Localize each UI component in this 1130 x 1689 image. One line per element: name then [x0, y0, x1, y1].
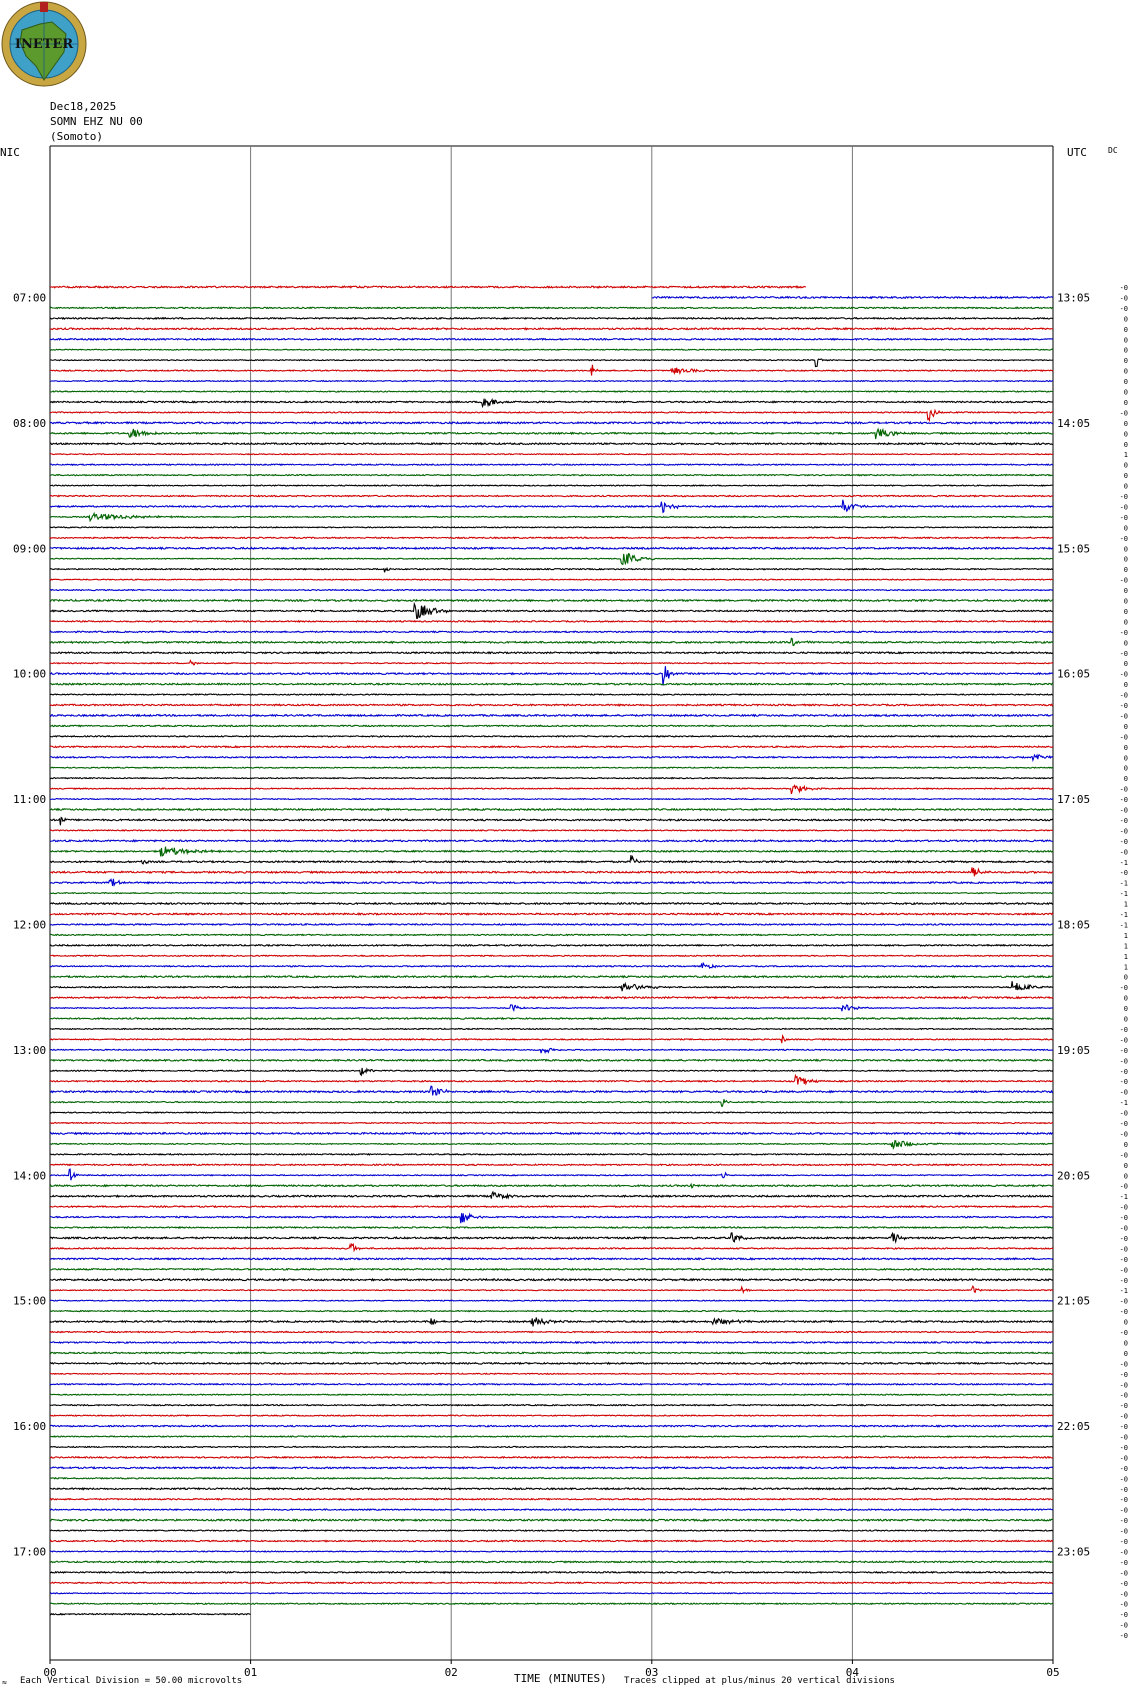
- trace-offset: -0: [1119, 1120, 1128, 1128]
- trace-offset: -0: [1119, 670, 1128, 679]
- trace-offset: -0: [1119, 1433, 1128, 1442]
- utc-hour-label: 19:05: [1057, 1043, 1091, 1057]
- seismic-trace-70: [50, 1005, 1053, 1011]
- trace-offset: 0: [1123, 587, 1128, 596]
- utc-hour-label: 16:05: [1057, 667, 1091, 681]
- station-location: (Somoto): [50, 130, 103, 143]
- seismic-trace-27: [50, 554, 1053, 565]
- seismic-trace-96: [50, 1279, 1053, 1281]
- trace-offset: 0: [1123, 1318, 1128, 1327]
- local-hour-label: 12:00: [13, 918, 47, 932]
- trace-offset: -0: [1119, 869, 1128, 878]
- seismic-trace-120: [50, 1530, 1053, 1531]
- trace-offset: -0: [1119, 785, 1128, 794]
- seismic-trace-78: [50, 1086, 1053, 1095]
- trace-offset: 0: [1123, 566, 1128, 575]
- trace-offset: -0: [1119, 513, 1128, 522]
- trace-offset: -0: [1119, 1130, 1128, 1139]
- seismic-trace-32: [50, 604, 1053, 618]
- utc-hour-label: 17:05: [1057, 793, 1091, 807]
- trace-offset: -0: [1119, 1621, 1128, 1630]
- seismic-trace-60: [50, 903, 1053, 905]
- seismic-trace-63: [50, 934, 1053, 935]
- local-hour-label: 09:00: [13, 542, 47, 556]
- local-hour-label: 07:00: [13, 291, 47, 305]
- trace-offset: 0: [1123, 346, 1128, 355]
- local-hour-label: 15:00: [13, 1294, 47, 1308]
- seismic-trace-124: [50, 1572, 1053, 1573]
- trace-offset: 0: [1123, 775, 1128, 784]
- trace-offset: -0: [1119, 1423, 1128, 1432]
- seismic-trace-3: [50, 307, 1053, 308]
- trace-offset: 0: [1123, 994, 1128, 1003]
- right-time-zone: UTC: [1067, 146, 1087, 159]
- x-tick-label-01: 01: [243, 1666, 258, 1679]
- trace-offset: 0: [1123, 681, 1128, 690]
- trace-offset: -0: [1119, 1360, 1128, 1369]
- seismic-trace-41: [50, 704, 1053, 706]
- trace-offset: -0: [1119, 1527, 1128, 1536]
- trace-offset: 0: [1123, 754, 1128, 763]
- seismic-trace-44: [50, 736, 1053, 737]
- seismic-trace-12: [50, 399, 1053, 407]
- seismic-trace-76: [50, 1068, 1053, 1075]
- trace-offset: 1: [1123, 451, 1128, 460]
- trace-offset: -1: [1119, 879, 1128, 888]
- seismic-trace-45: [50, 746, 1053, 747]
- seismic-trace-26: [50, 547, 1053, 549]
- seismic-trace-92: [50, 1233, 1053, 1242]
- trace-offset: -0: [1119, 1224, 1128, 1233]
- trace-offset: -1: [1119, 1193, 1128, 1202]
- seismic-trace-128: [50, 1614, 251, 1615]
- trace-offset: 0: [1123, 1140, 1128, 1149]
- seismic-trace-71: [50, 1018, 1053, 1019]
- trace-offset: 1: [1123, 931, 1128, 940]
- x-tick-label-02: 02: [444, 1666, 458, 1679]
- seismic-trace-58: [50, 879, 1053, 886]
- seismic-trace-61: [50, 913, 1053, 915]
- seismic-trace-89: [50, 1206, 1053, 1207]
- utc-hour-label: 18:05: [1057, 918, 1091, 932]
- trace-offset: -0: [1119, 1464, 1128, 1473]
- corner-tag: DC: [1108, 146, 1118, 155]
- seismic-trace-35: [50, 638, 1053, 645]
- seismic-trace-23: [50, 513, 1053, 520]
- seismic-trace-39: [50, 683, 1053, 685]
- trace-offset: 0: [1123, 618, 1128, 627]
- seismic-trace-97: [50, 1286, 1053, 1292]
- seismic-trace-126: [50, 1593, 1053, 1594]
- trace-offset: -0: [1119, 827, 1128, 836]
- trace-offset: 0: [1123, 1349, 1128, 1358]
- local-hour-label: 17:00: [13, 1545, 47, 1559]
- trace-offset: 0: [1123, 461, 1128, 470]
- trace-offset: -0: [1119, 576, 1128, 585]
- seismic-trace-54: [50, 840, 1053, 842]
- trace-offset: -0: [1119, 1558, 1128, 1567]
- trace-offset: 0: [1123, 1161, 1128, 1170]
- seismic-trace-22: [50, 500, 1053, 513]
- trace-offset: -1: [1119, 858, 1128, 867]
- trace-offset: -0: [1119, 628, 1128, 637]
- seismic-trace-80: [50, 1112, 1053, 1113]
- trace-offset: -0: [1119, 1266, 1128, 1275]
- seismic-trace-105: [50, 1373, 1053, 1374]
- seismic-trace-114: [50, 1467, 1053, 1469]
- trace-offset: -0: [1119, 649, 1128, 658]
- trace-offset: 0: [1123, 1339, 1128, 1348]
- trace-offset: 0: [1123, 1172, 1128, 1181]
- trace-offset: -0: [1119, 1538, 1128, 1546]
- trace-offset: -0: [1119, 493, 1128, 501]
- seismic-trace-112: [50, 1446, 1053, 1447]
- seismic-trace-65: [50, 955, 1053, 956]
- trace-offset: -1: [1119, 890, 1128, 899]
- utc-hour-label: 15:05: [1057, 542, 1091, 556]
- seismic-trace-107: [50, 1394, 1053, 1395]
- seismic-trace-37: [50, 661, 1053, 665]
- scale-mark: ≈: [2, 1678, 7, 1687]
- trace-offset: -0: [1119, 806, 1128, 815]
- trace-offset: -0: [1119, 1255, 1128, 1264]
- seismic-trace-79: [50, 1099, 1053, 1106]
- seismic-trace-48: [50, 778, 1053, 779]
- trace-offset: -0: [1119, 984, 1128, 993]
- seismic-trace-10: [50, 381, 1053, 382]
- trace-offset: -0: [1119, 1088, 1128, 1097]
- trace-offset: -0: [1119, 848, 1128, 857]
- trace-offset: -0: [1119, 733, 1128, 742]
- seismic-trace-7: [50, 349, 1053, 350]
- trace-offset: 0: [1123, 524, 1128, 533]
- trace-offset: 1: [1123, 942, 1128, 951]
- seismic-trace-116: [50, 1488, 1053, 1490]
- seismic-trace-19: [50, 475, 1053, 476]
- seismic-trace-36: [50, 652, 1053, 653]
- trace-offset: -0: [1119, 1579, 1128, 1588]
- seismic-trace-59: [50, 893, 1053, 894]
- record-date: Dec18,2025: [50, 100, 117, 113]
- seismic-trace-5: [50, 328, 1053, 330]
- trace-offset: 0: [1123, 660, 1128, 669]
- x-tick-label-05: 05: [1046, 1666, 1060, 1679]
- trace-offset: 0: [1123, 545, 1128, 554]
- seismic-trace-4: [50, 318, 1053, 319]
- ineter-logo: [0, 0, 90, 90]
- trace-offset: 0: [1123, 419, 1128, 428]
- seismic-trace-106: [50, 1384, 1053, 1385]
- seismic-trace-113: [50, 1457, 1053, 1458]
- seismic-trace-42: [50, 715, 1053, 717]
- trace-offset: -0: [1119, 1245, 1128, 1254]
- seismic-trace-17: [50, 454, 1053, 455]
- seismic-trace-40: [50, 694, 1053, 695]
- seismic-trace-82: [50, 1133, 1053, 1135]
- trace-offset: -0: [1119, 1329, 1128, 1337]
- trace-offset: 0: [1123, 597, 1128, 606]
- trace-offset: -0: [1119, 1057, 1128, 1066]
- seismic-trace-115: [50, 1478, 1053, 1479]
- x-axis-label: TIME (MINUTES): [514, 1672, 607, 1685]
- seismic-trace-122: [50, 1551, 1053, 1552]
- trace-offset: -0: [1119, 1297, 1128, 1306]
- seismic-trace-13: [50, 410, 1053, 420]
- seismic-trace-85: [50, 1164, 1053, 1165]
- seismic-trace-93: [50, 1244, 1053, 1250]
- seismic-trace-33: [50, 621, 1053, 622]
- trace-offset: 0: [1123, 440, 1128, 449]
- seismic-trace-77: [50, 1076, 1053, 1085]
- trace-offset: -1: [1119, 911, 1128, 919]
- scale-note: Each Vertical Division = 50.00 microvolts: [20, 1676, 243, 1686]
- seismic-trace-84: [50, 1154, 1053, 1155]
- trace-offset: -0: [1119, 1182, 1128, 1191]
- local-hour-label: 13:00: [13, 1043, 47, 1057]
- utc-hour-label: 13:05: [1057, 291, 1091, 305]
- seismic-trace-108: [50, 1405, 1053, 1406]
- trace-offset: -0: [1119, 1506, 1128, 1515]
- trace-offset: -0: [1119, 1234, 1128, 1243]
- trace-offset: 0: [1123, 973, 1128, 982]
- seismic-trace-73: [50, 1036, 1053, 1043]
- trace-offset: 0: [1123, 472, 1128, 481]
- trace-offset: -0: [1119, 712, 1128, 721]
- local-hour-label: 16:00: [13, 1420, 47, 1434]
- station-code: SOMN EHZ NU 00: [50, 115, 143, 128]
- seismic-trace-55: [50, 847, 1053, 857]
- trace-offset: 0: [1123, 722, 1128, 731]
- seismic-trace-43: [50, 725, 1053, 726]
- trace-offset: -0: [1119, 1475, 1128, 1484]
- seismic-trace-69: [50, 997, 1053, 999]
- seismic-trace-9: [50, 365, 1053, 376]
- trace-offset: -0: [1119, 1611, 1128, 1620]
- trace-offset: 0: [1123, 336, 1128, 345]
- seismic-trace-103: [50, 1352, 1053, 1353]
- seismic-trace-21: [50, 495, 1053, 496]
- seismic-trace-28: [50, 568, 1053, 572]
- seismic-trace-94: [50, 1258, 1053, 1260]
- utc-hour-label: 23:05: [1057, 1545, 1091, 1559]
- left-time-zone: NIC: [0, 146, 20, 159]
- trace-offset: -0: [1119, 1046, 1128, 1055]
- seismic-trace-72: [50, 1028, 1053, 1029]
- seismic-trace-47: [50, 767, 1053, 768]
- trace-offset: -1: [1119, 1099, 1128, 1108]
- seismic-trace-20: [50, 485, 1053, 486]
- seismic-trace-56: [50, 855, 1053, 864]
- trace-offset: -0: [1119, 1036, 1128, 1045]
- seismic-trace-127: [50, 1603, 1053, 1604]
- seismic-trace-18: [50, 464, 1053, 465]
- trace-offset: -0: [1119, 409, 1128, 418]
- local-hour-label: 14:00: [13, 1169, 47, 1183]
- seismic-trace-6: [50, 339, 1053, 340]
- trace-offset: -0: [1119, 837, 1128, 846]
- seismic-trace-16: [50, 443, 1053, 445]
- seismic-trace-100: [50, 1317, 1053, 1326]
- trace-offset: 0: [1123, 1015, 1128, 1024]
- seismic-trace-121: [50, 1540, 1053, 1541]
- seismic-trace-11: [50, 391, 1053, 392]
- logo-text: INETER: [14, 37, 74, 52]
- seismic-trace-81: [50, 1122, 1053, 1123]
- trace-offset: 0: [1123, 482, 1128, 491]
- seismic-trace-88: [50, 1192, 1053, 1199]
- trace-offset: -0: [1119, 294, 1128, 303]
- seismic-trace-24: [50, 527, 1053, 528]
- trace-offset: -0: [1119, 691, 1128, 700]
- seismic-trace-38: [50, 666, 1053, 685]
- trace-offset: 0: [1123, 388, 1128, 397]
- trace-offset: -0: [1119, 1485, 1128, 1494]
- trace-offset: 0: [1123, 639, 1128, 648]
- trace-offset: -0: [1119, 1590, 1128, 1599]
- seismic-trace-46: [50, 755, 1053, 760]
- seismic-trace-52: [50, 817, 1053, 825]
- seismic-trace-99: [50, 1311, 1053, 1312]
- utc-hour-label: 14:05: [1057, 416, 1091, 430]
- seismic-trace-25: [50, 537, 1053, 538]
- seismic-trace-1: [50, 286, 806, 288]
- trace-offset: -0: [1119, 1308, 1128, 1317]
- trace-offset: -0: [1119, 304, 1128, 313]
- trace-offset: -0: [1119, 1276, 1128, 1285]
- seismic-trace-110: [50, 1425, 1053, 1426]
- seismic-trace-15: [50, 429, 1053, 439]
- seismic-trace-8: [50, 359, 1053, 367]
- trace-offset: -0: [1119, 1632, 1128, 1641]
- seismic-trace-57: [50, 867, 1053, 876]
- seismic-trace-119: [50, 1519, 1053, 1521]
- trace-offset: 0: [1123, 357, 1128, 366]
- trace-offset: -0: [1119, 284, 1128, 292]
- seismic-trace-53: [50, 830, 1053, 831]
- seismic-trace-30: [50, 590, 1053, 591]
- seismic-trace-109: [50, 1415, 1053, 1416]
- trace-offset: -0: [1119, 1412, 1128, 1421]
- utc-hour-label: 21:05: [1057, 1294, 1091, 1308]
- trace-offset: -0: [1119, 1067, 1128, 1076]
- seismic-trace-117: [50, 1499, 1053, 1500]
- seismic-trace-50: [50, 799, 1053, 800]
- trace-offset: 0: [1123, 367, 1128, 376]
- trace-offset: -0: [1119, 503, 1128, 512]
- trace-offset: -1: [1119, 921, 1128, 930]
- clip-note: Traces clipped at plus/minus 20 vertical divisions: [624, 1676, 895, 1686]
- trace-offset: 0: [1123, 764, 1128, 773]
- trace-offset: -0: [1119, 1025, 1128, 1034]
- trace-offset: -0: [1119, 702, 1128, 710]
- seismic-trace-49: [50, 785, 1053, 793]
- seismic-trace-91: [50, 1227, 1053, 1228]
- x-tick-label-04: 04: [845, 1666, 860, 1679]
- trace-offset: 0: [1123, 743, 1128, 752]
- trace-offset: -0: [1119, 1381, 1128, 1390]
- trace-offset: 0: [1123, 325, 1128, 334]
- seismic-trace-118: [50, 1509, 1053, 1510]
- trace-offset: 1: [1123, 900, 1128, 909]
- seismic-trace-98: [50, 1300, 1053, 1301]
- seismic-trace-102: [50, 1342, 1053, 1343]
- trace-offset: 0: [1123, 315, 1128, 324]
- local-hour-label: 08:00: [13, 416, 47, 430]
- seismic-trace-34: [50, 631, 1053, 632]
- local-hour-label: 10:00: [13, 667, 47, 681]
- seismic-trace-95: [50, 1269, 1053, 1270]
- trace-offset: 0: [1123, 378, 1128, 387]
- trace-offset: -0: [1119, 1496, 1128, 1505]
- trace-offset: -0: [1119, 534, 1128, 543]
- seismic-trace-74: [50, 1048, 1053, 1053]
- utc-hour-label: 20:05: [1057, 1169, 1091, 1183]
- seismic-trace-62: [50, 924, 1053, 925]
- trace-offset: -0: [1119, 1443, 1128, 1452]
- trace-group: [13, 286, 1090, 1615]
- x-tick-label-03: 03: [645, 1666, 659, 1679]
- seismic-trace-123: [50, 1561, 1053, 1562]
- trace-offset: -0: [1119, 1548, 1128, 1557]
- trace-offset: -1: [1119, 1287, 1128, 1296]
- local-hour-label: 11:00: [13, 793, 47, 807]
- trace-offset: 0: [1123, 1005, 1128, 1014]
- seismic-trace-64: [50, 945, 1053, 946]
- trace-offset: -0: [1119, 1517, 1128, 1526]
- trace-offset: -0: [1119, 1402, 1128, 1411]
- utc-hour-label: 22:05: [1057, 1420, 1091, 1434]
- seismic-trace-31: [50, 600, 1053, 602]
- trace-offset: -0: [1119, 796, 1128, 805]
- trace-offset: 1: [1123, 952, 1128, 961]
- trace-offset-labels: [1120, 284, 1128, 1640]
- seismic-trace-90: [50, 1213, 1053, 1223]
- seismic-trace-29: [50, 579, 1053, 580]
- seismic-trace-83: [50, 1141, 1053, 1149]
- trace-offset: -0: [1119, 1454, 1128, 1463]
- seismic-trace-14: [50, 422, 1053, 424]
- trace-offset: 0: [1123, 430, 1128, 439]
- seismic-trace-104: [50, 1363, 1053, 1364]
- trace-offset: -0: [1119, 1370, 1128, 1379]
- trace-offset: 1: [1123, 963, 1128, 972]
- trace-offset: 0: [1123, 607, 1128, 616]
- trace-offset: -0: [1119, 1214, 1128, 1223]
- seismic-trace-87: [50, 1184, 1053, 1188]
- seismic-trace-75: [50, 1060, 1053, 1062]
- seismic-trace-68: [50, 981, 1053, 991]
- seismic-trace-86: [50, 1169, 1053, 1180]
- trace-offset: -0: [1119, 1203, 1128, 1212]
- seismic-trace-125: [50, 1582, 1053, 1583]
- x-tick-label-00: 00: [43, 1666, 57, 1679]
- trace-offset: -0: [1119, 1109, 1128, 1118]
- seismic-trace-101: [50, 1331, 1053, 1332]
- trace-offset: -0: [1119, 1600, 1128, 1609]
- seismic-trace-66: [50, 963, 1053, 968]
- trace-offset: -0: [1119, 816, 1128, 825]
- trace-offset: -0: [1119, 1078, 1128, 1087]
- trace-offset: -0: [1119, 1569, 1128, 1578]
- trace-offset: 0: [1123, 398, 1128, 407]
- seismic-trace-67: [50, 976, 1053, 978]
- trace-offset: 0: [1123, 555, 1128, 564]
- seismic-trace-111: [50, 1436, 1053, 1437]
- trace-offset: -0: [1119, 1151, 1128, 1160]
- trace-offset: -0: [1119, 1391, 1128, 1400]
- seismic-trace-51: [50, 809, 1053, 811]
